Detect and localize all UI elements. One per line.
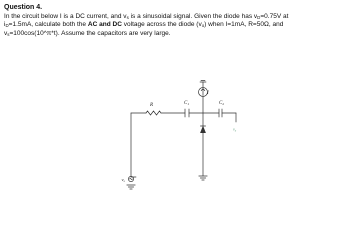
vs-sine-icon	[130, 178, 133, 179]
current-arrow-icon	[201, 89, 205, 96]
label-I: I	[207, 91, 209, 96]
label-C1: $C_1$	[184, 101, 190, 106]
question-line-2: $i_D=1.5mA$, calculate both the AC and DC voltage across the diode $(v_o)$ when I=1mA, R=50Ω, and	[4, 21, 284, 29]
supply-bar-icon	[200, 81, 206, 83]
question-line-3: $v_s=100\cos(10\^{}\pi*t)$. Assume the capacitors are very large.	[4, 29, 171, 37]
ground-left-icon	[127, 185, 135, 189]
label-vs: $v_s$	[121, 177, 125, 183]
question-title: Question 4.	[4, 4, 43, 11]
diode-icon	[201, 127, 206, 133]
ground-diode-icon	[199, 176, 207, 180]
label-C2: $C_2$	[219, 101, 225, 106]
left-wire	[131, 113, 136, 177]
capacitor-C1-icon	[185, 109, 189, 117]
label-vo: $v_o$	[233, 126, 237, 133]
question-line-1: In the circuit below I is a DC current, and $v_s$ is a sinusoidal signal. Given the diode has $v_D=0.75V$ at	[4, 12, 289, 20]
capacitor-C2-icon	[219, 109, 222, 117]
label-R: R	[150, 103, 154, 108]
resistor-R-icon	[146, 111, 161, 115]
